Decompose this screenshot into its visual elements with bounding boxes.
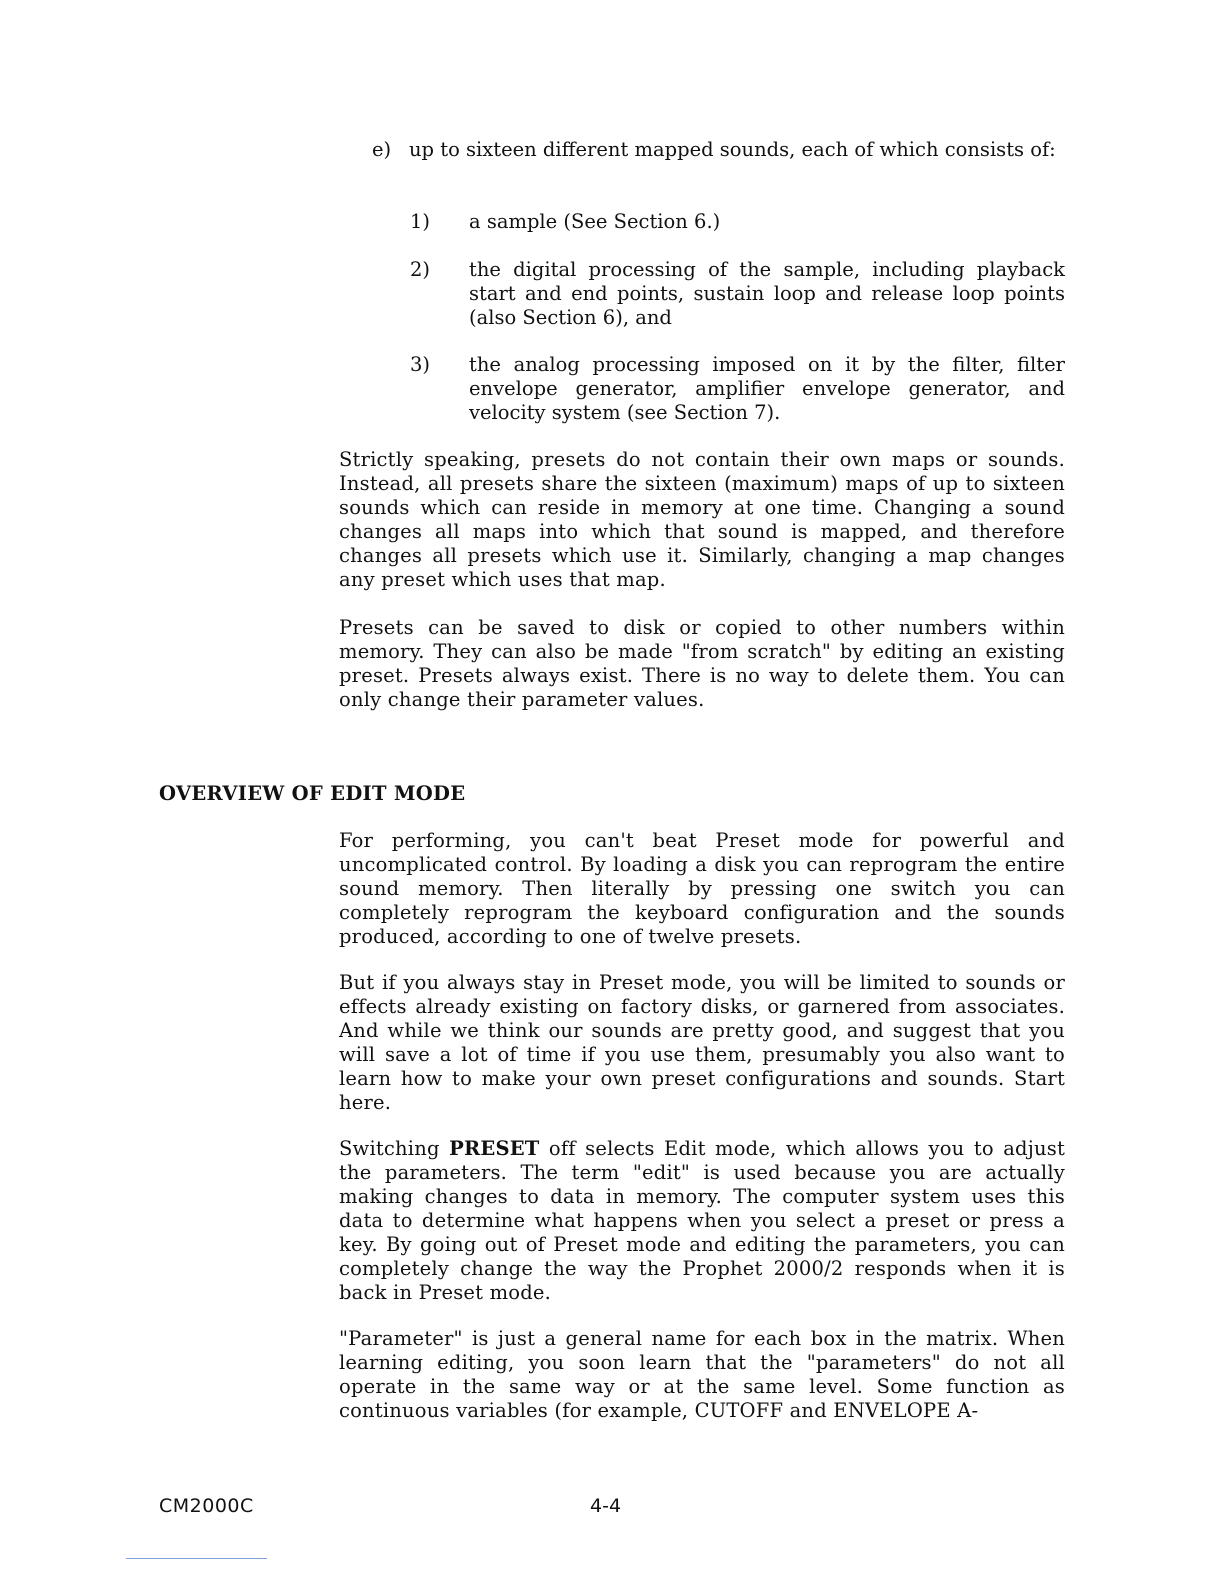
list-item-e (372, 138, 1065, 162)
sub-item-text: the digital processing of the sample, including playback start and end points, sustain loop and release loop points (also Section 6), and (469, 258, 1065, 329)
text-run: off selects Edit mode, which allows you to adjust the parameters. The term "edit" is used because you are actually making changes to data in memory. The computer system uses this data to determine what happens when you select a preset or press a key. By going out of Preset mode and editing the parameters, you can completely change the way the Prophet 2000/2 responds when it is back in Preset mode. (339, 1137, 1065, 1304)
paragraph-presets-saved: Presets can be saved to disk or copied to other numbers within memory. They can also be made "from scratch" by editing an existing preset. Presets always exist. There is no way to delete them. You can only change their parameter values. (339, 616, 1065, 711)
sub-item-2 (410, 258, 1065, 330)
sub-item-number: 2) (410, 258, 431, 281)
sub-item-text: the analog processing imposed on it by the filter, filter envelope generator, amplifier envelope generator, and velocity system (see Section 7). (469, 353, 1065, 424)
sub-item-3 (410, 353, 1065, 425)
sub-item-text: a sample (See Section 6.) (469, 210, 721, 233)
bottom-rule (126, 1558, 267, 1559)
section-heading: OVERVIEW OF EDIT MODE (159, 782, 466, 805)
paragraph-preset-mode-limits: But if you always stay in Preset mode, you will be limited to sounds or effects already existing on factory disks, or garnered from associates. And while we think our sounds are pretty good, and suggest that you will save a lot of time if you use them, presumably you also want to learn how to make your own preset configurations and sounds. Start here. (339, 971, 1065, 1114)
sub-item-1 (410, 210, 1065, 234)
paragraph-performing: For performing, you can't beat Preset mode for powerful and uncomplicated control. By loading a disk you can reprogram the entire sound memory. Then literally by pressing one switch you can completely reprogram the keyboard configuration and the sounds produced, according to one of twelve presets. (339, 829, 1065, 948)
list-label: e) (372, 138, 392, 161)
page-number: 4-4 (590, 1495, 622, 1517)
preset-switch-name: PRESET (449, 1137, 540, 1160)
text-run: Switching (339, 1137, 450, 1160)
sub-item-number: 1) (410, 210, 431, 233)
paragraph-parameter: "Parameter" is just a general name for each box in the matrix. When learning editing, you soon learn that the "parameters" do not all operate in the same way or at the same level. Some function as continuous variables (for example, CUTOFF and ENVELOPE A- (339, 1327, 1065, 1422)
paragraph-switching-preset (339, 1137, 1065, 1305)
sub-item-number: 3) (410, 353, 431, 376)
document-id: CM2000C (159, 1495, 254, 1517)
list-item-text: up to sixteen different mapped sounds, each of which consists of: (409, 138, 1056, 161)
paragraph-presets-maps: Strictly speaking, presets do not contain their own maps or sounds. Instead, all presets share the sixteen (maximum) maps of up to sixteen sounds which can reside in memory at one time. Changing a sound changes all maps into which that sound is mapped, and therefore changes all presets which use it. Similarly, changing a map changes any preset which uses that map. (339, 448, 1065, 591)
